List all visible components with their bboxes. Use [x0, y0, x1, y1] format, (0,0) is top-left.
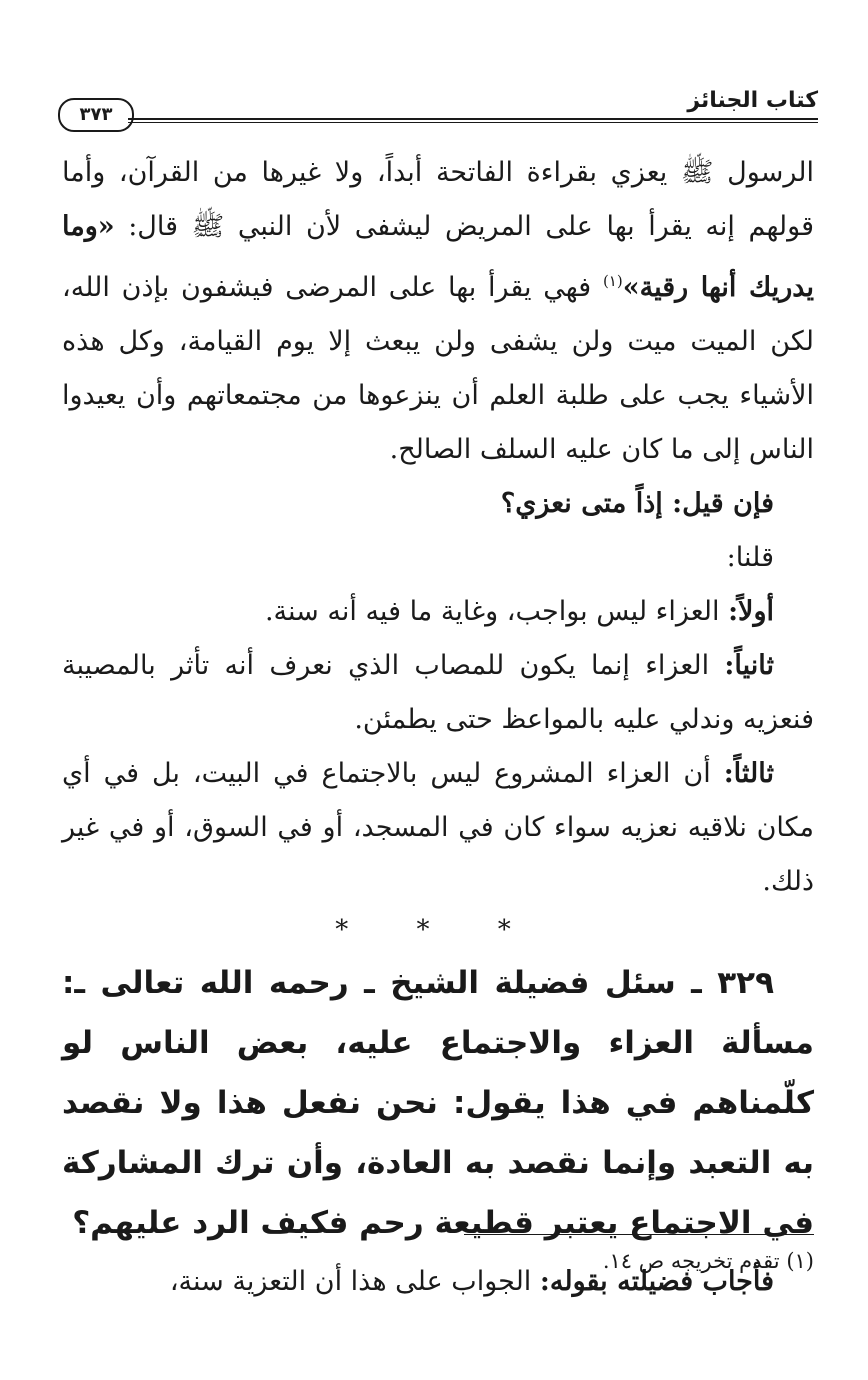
point-third-label: ثالثاً: — [723, 758, 774, 789]
reply-label: فأجاب فضيلته بقوله: — [539, 1266, 774, 1297]
chapter-title: كتاب الجنائز — [687, 88, 818, 113]
intro-text: الرسول ﷺ يعزي بقراءة الفاتحة أبداً، ولا غيرها من القرآن، وأما قولهم إنه يقرأ بها على المريض ليشفى لأن النبي ﷺ قال: — [62, 157, 814, 242]
footnote: (١) تقدم تخريجه ص ١٤. — [602, 1249, 814, 1273]
hadith-quote: «وما يدريك أنها رقية» — [62, 211, 814, 303]
reply-text: الجواب على هذا أن التعزية سنة، — [169, 1266, 532, 1297]
point-second-text: العزاء إنما يكون للمصاب الذي نعرف أنه تأثر بالمصيبة فنعزيه وندلي عليه بالمواعظ حتى يطمئن. — [62, 650, 814, 735]
point-second — [62, 639, 814, 747]
header-rule — [128, 118, 818, 123]
page-header — [58, 86, 818, 130]
fatwa-question: ٣٢٩ ـ سئل فضيلة الشيخ ـ رحمه الله تعالى ـ: مسألة العزاء والاجتماع عليه، بعض الناس لو كلّمناهم في هذا يقول: نحن نفعل هذا ولا نقصد به التعبد وإنما نقصد به العادة، وأن ترك المشاركة في الاجتماع يعتبر قطيعة رحم فكيف الرد عليهم؟ — [62, 965, 814, 1241]
point-first — [62, 585, 814, 639]
question-line: فإن قيل: إذاً متى نعزي؟ — [500, 488, 774, 519]
point-third-text: أن العزاء المشروع ليس بالاجتماع في البيت، بل في أي مكان نلاقيه نعزيه سواء كان في المسجد، أو في السوق، أو في غير ذلك. — [62, 758, 814, 897]
page-body — [62, 146, 814, 1309]
answer-label: قلنا: — [726, 542, 774, 573]
section-separator: * * * — [335, 915, 541, 945]
paragraph-intro — [62, 146, 814, 477]
footnote-rule — [464, 1234, 814, 1235]
point-second-label: ثانياً: — [724, 650, 774, 681]
footnote-marker: (١) — [602, 272, 623, 290]
intro-rest: فهي يقرأ بها على المرضى فيشفون بإذن الله، لكن الميت ميت ولن يشفى ولن يبعث إلا يوم القيامة، وكل هذه الأشياء يجب على طلبة العلم أن ينزعوها من مجتمعاتهم وأن يعيدوا الناس إلى ما كان عليه السلف الصالح. — [62, 272, 814, 465]
point-first-text: العزاء ليس بواجب، وغاية ما فيه أنه سنة. — [264, 596, 720, 627]
point-third — [62, 747, 814, 909]
point-first-label: أولاً: — [728, 596, 774, 627]
page-number: ٣٧٣ — [58, 98, 134, 132]
